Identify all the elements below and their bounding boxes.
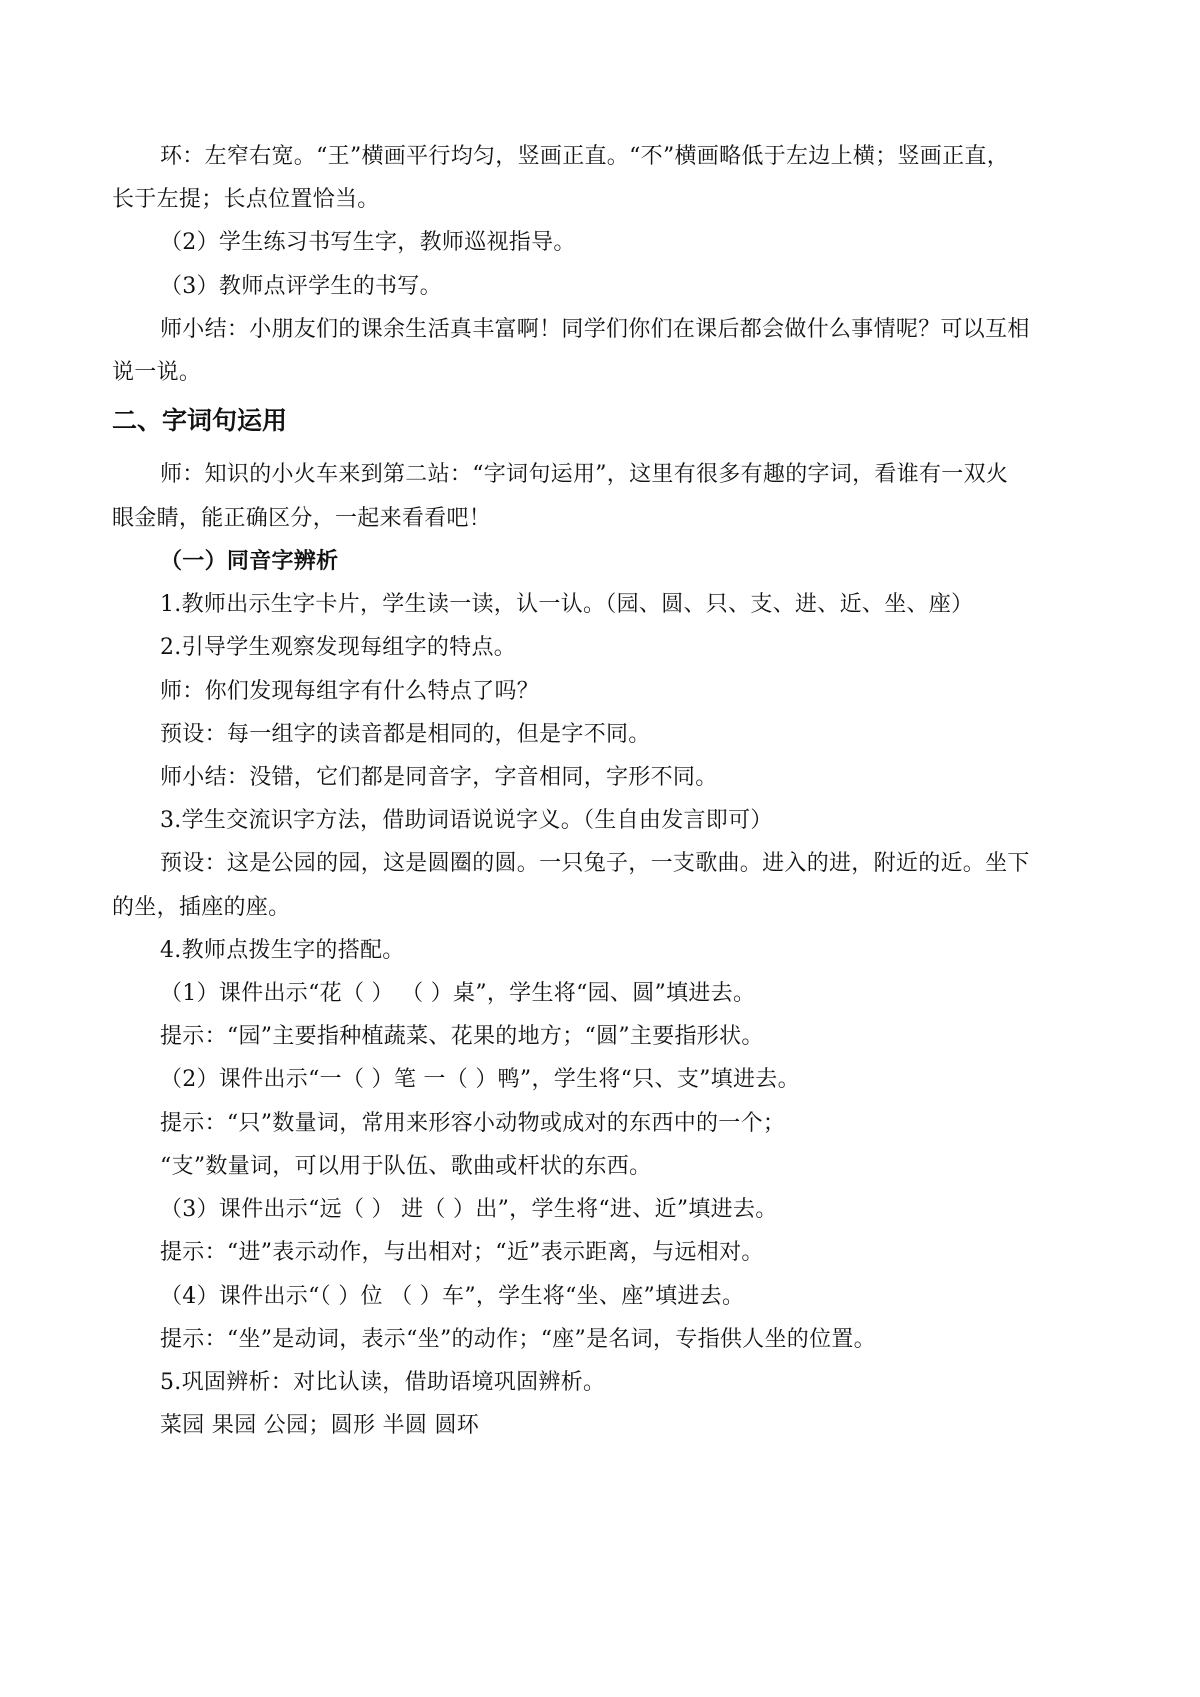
paragraph-line: 2.引导学生观察发现每组字的特点。 <box>160 635 517 660</box>
paragraph-line: 提示：“进”表示动作，与出相对；“近”表示距离，与远相对。 <box>160 1240 764 1265</box>
paragraph-line: 师：知识的小火车来到第二站：“字词句运用”，这里有很多有趣的字词，看谁有一双火 <box>160 462 1009 487</box>
paragraph-line: 4.教师点拨生字的搭配。 <box>160 938 405 963</box>
paragraph-line: 的坐，插座的座。 <box>112 895 291 920</box>
paragraph-line: 预设：这是公园的园，这是圆圈的圆。一只兔子，一支歌曲。进入的进，附近的近。坐下 <box>160 851 1030 876</box>
paragraph-line: （1）课件出示“花（ ） （ ）桌”，学生将“园、圆”填进去。 <box>160 981 756 1006</box>
paragraph-line: 环：左窄右宽。“王”横画平行均匀，竖画正直。“不”横画略低于左边上横；竖画正直， <box>160 144 1009 169</box>
paragraph-line: 提示：“只”数量词，常用来形容小动物或成对的东西中的一个； <box>160 1111 786 1136</box>
paragraph-line: 师小结：小朋友们的课余生活真丰富啊！同学们你们在课后都会做什么事情呢？可以互相 <box>160 317 1030 342</box>
paragraph-line: 说一说。 <box>112 360 202 385</box>
paragraph-line: 3.学生交流识字方法，借助词语说说字义。（生自由发言即可） <box>160 808 773 833</box>
paragraph-line: 提示：“坐”是动词，表示“坐”的动作；“座”是名词，专指供人坐的位置。 <box>160 1327 876 1352</box>
paragraph-line: 师：你们发现每组字有什么特点了吗？ <box>160 679 540 704</box>
section-heading: 二、字词句运用 <box>112 406 288 435</box>
paragraph-line: （3）教师点评学生的书写。 <box>160 274 442 299</box>
paragraph-line: （4）课件出示“（ ）位 （ ）车”，学生将“坐、座”填进去。 <box>160 1284 745 1309</box>
subsection-heading: （一）同音字辨析 <box>160 549 339 574</box>
paragraph-line: 1.教师出示生字卡片，学生读一读，认一认。（园、圆、只、支、进、近、坐、座） <box>160 592 974 617</box>
paragraph-line: （2）学生练习书写生字，教师巡视指导。 <box>160 230 576 255</box>
paragraph-line: 眼金睛，能正确区分，一起来看看吧！ <box>112 506 492 531</box>
paragraph-line: 师小结：没错，它们都是同音字，字音相同，字形不同。 <box>160 765 718 790</box>
paragraph-line: 菜园 果园 公园；圆形 半圆 圆环 <box>160 1413 480 1438</box>
paragraph-line: 提示：“园”主要指种植蔬菜、花果的地方；“圆”主要指形状。 <box>160 1024 764 1049</box>
paragraph-line: “支”数量词，可以用于队伍、歌曲或杆状的东西。 <box>160 1154 652 1179</box>
paragraph-line: 长于左提；长点位置恰当。 <box>112 187 380 212</box>
paragraph-line: （2）课件出示“一（ ）笔 一（ ）鸭”，学生将“只、支”填进去。 <box>160 1067 800 1092</box>
paragraph-line: 5.巩固辨析：对比认读，借助语境巩固辨析。 <box>160 1370 606 1395</box>
paragraph-line: （3）课件出示“远（ ） 进（ ）出”，学生将“进、近”填进去。 <box>160 1197 778 1222</box>
paragraph-line: 预设：每一组字的读音都是相同的，但是字不同。 <box>160 722 651 747</box>
